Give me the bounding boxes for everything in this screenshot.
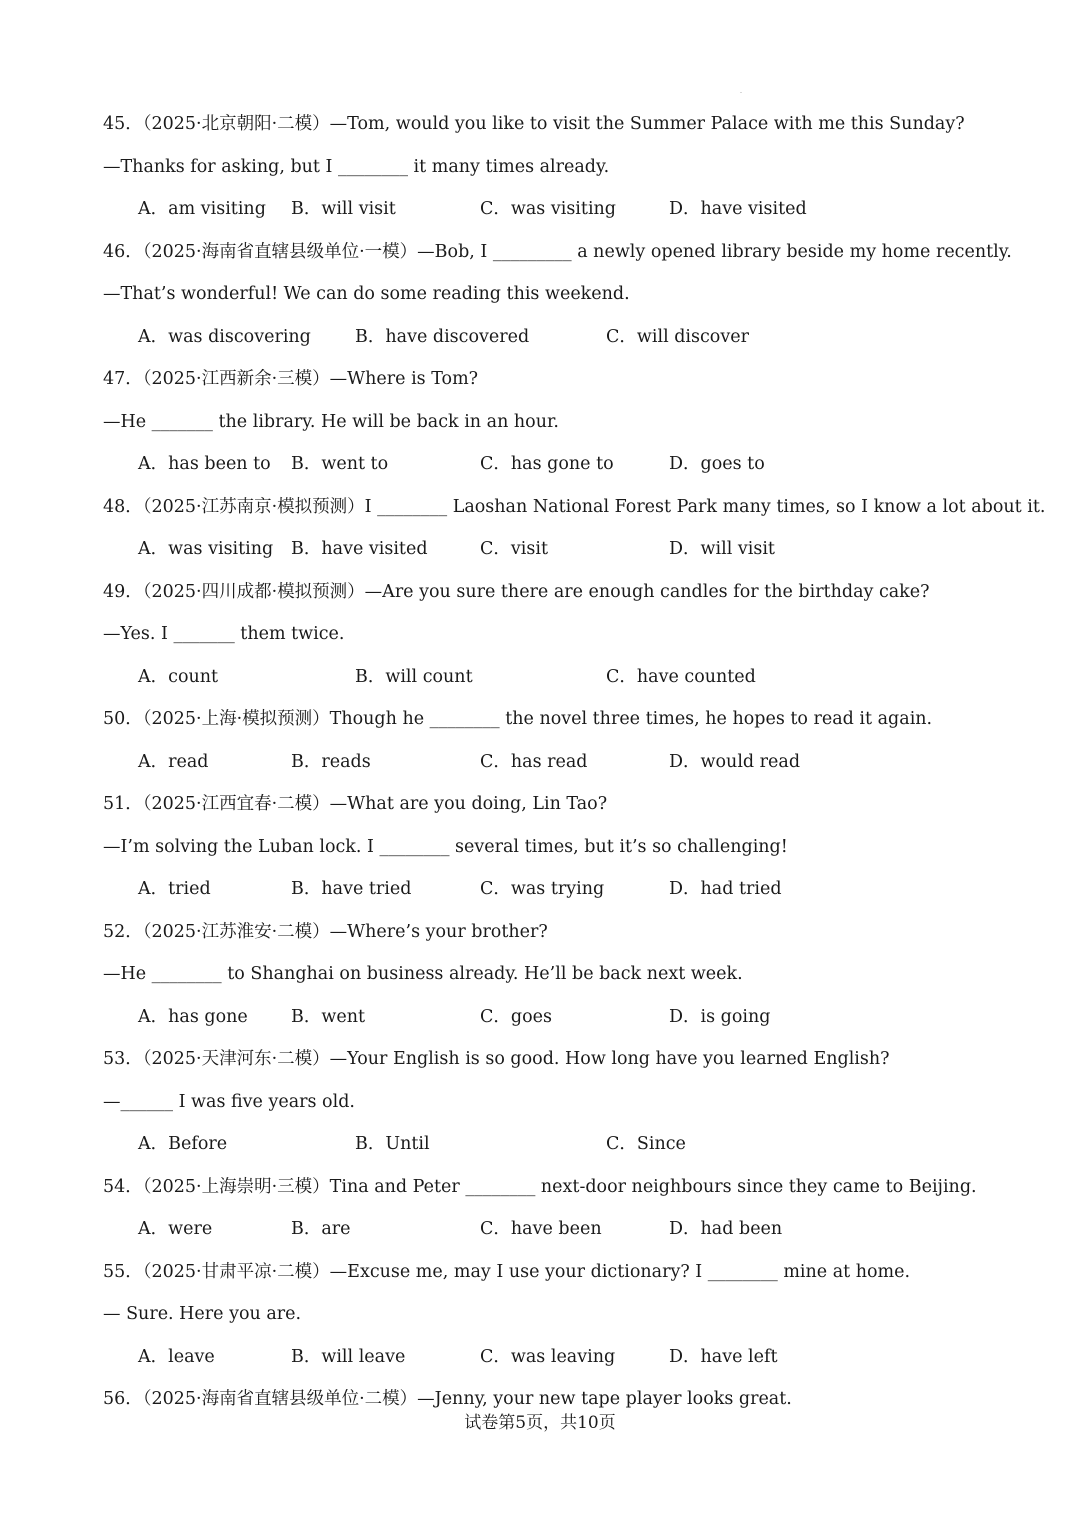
answer-option: B．have tried [291,879,412,899]
question-stem: 46．（2025·海南省直辖县级单位·一模）—Bob, I _________ a newly opened library beside my home recently. [103,241,1012,262]
answer-option: B．will leave [291,1346,406,1367]
question-dialogue-line: —He _______ the library. He will be back in an hour. [103,411,559,432]
answer-option: B．went to [291,454,389,474]
answer-option: D．have visited [669,199,807,219]
answer-option: A．has been to [138,454,271,474]
question-stem: 55．（2025·甘肃平凉·二模）—Excuse me, may I use your dictionary? I ________ mine at home. [103,1261,911,1282]
answer-option: A．leave [138,1346,215,1367]
answer-option: C．Since [606,1134,686,1154]
answer-option: D．had tried [669,879,782,899]
answer-option: C．have been [480,1219,602,1239]
answer-option: A．Before [138,1134,228,1154]
answer-option: C．visit [480,539,548,559]
page-footer: 试卷第5页，共10页 [464,1413,616,1433]
answer-option: B．went [291,1006,365,1027]
answer-option: B．Until [355,1134,430,1154]
answer-option: C．goes [480,1006,552,1027]
answer-option: A．was visiting [138,539,274,559]
answer-option: B．will visit [291,199,396,219]
question-stem: 52．（2025·江苏淮安·二模）—Where’s your brother? [103,921,548,942]
question-stem: 45．（2025·北京朝阳·二模）—Tom, would you like to visit the Summer Palace with me this Sunday? [103,114,965,134]
question-stem: 54．（2025·上海崇明·三模）Tina and Peter ________ next-door neighbours since they came to Beijing. [103,1176,977,1197]
answer-option: B．reads [291,751,371,772]
question-stem: 50．（2025·上海·模拟预测）Though he ________ the novel three times, he hopes to read it again. [103,709,933,729]
answer-option: B．have discovered [355,326,530,347]
answer-option: A．count [138,666,219,687]
answer-option: C．has gone to [480,454,614,474]
question-dialogue-line: — Sure. Here you are. [103,1304,302,1324]
question-stem: 49．（2025·四川成都·模拟预测）—Are you sure there are enough candles for the birthday cake? [103,581,930,602]
answer-option: D．goes to [669,454,765,474]
answer-option: A．was discovering [138,326,311,347]
answer-option: C．will discover [606,326,749,347]
answer-option: A．were [138,1219,213,1239]
answer-option: D．will visit [669,539,775,559]
answer-option: A．tried [138,879,211,899]
question-dialogue-line: —That’s wonderful! We can do some reading this weekend. [103,284,630,304]
answer-option: A．am visiting [138,199,266,219]
answer-option: C．has read [480,751,588,772]
answer-option: A．read [138,751,209,772]
question-dialogue-line: —Yes. I _______ them twice. [103,624,345,644]
answer-option: D．would read [669,751,801,772]
question-dialogue-line: —He ________ to Shanghai on business already. He’ll be back next week. [103,964,743,984]
answer-option: C．was leaving [480,1346,616,1367]
question-dialogue-line: —I’m solving the Luban lock. I ________ several times, but it’s so challenging! [103,836,788,857]
answer-option: C．have counted [606,666,756,687]
question-stem: 51．（2025·江西宜春·二模）—What are you doing, Lin Tao? [103,794,608,814]
question-dialogue-line: —Thanks for asking, but I ________ it many times already. [103,156,610,177]
question-dialogue-line: —______ I was five years old. [103,1091,355,1112]
question-stem: 47．（2025·江西新余·三模）—Where is Tom? [103,369,479,389]
answer-option: B．will count [355,666,473,687]
answer-option: D．had been [669,1219,783,1239]
question-stem: 53．（2025·天津河东·二模）—Your English is so good. How long have you learned English? [103,1049,890,1069]
answer-option: D．is going [669,1006,771,1027]
answer-option: C．was trying [480,879,605,899]
question-stem: 56．（2025·海南省直辖县级单位·二模）—Jenny, your new tape player looks great. [103,1389,792,1409]
question-stem: 48．（2025·江苏南京·模拟预测）I ________ Laoshan National Forest Park many times, so I know a lot about it. [103,496,1046,517]
answer-option: C．was visiting [480,199,617,219]
answer-option: B．are [291,1219,351,1239]
answer-option: D．have left [669,1346,778,1367]
answer-option: B．have visited [291,539,428,559]
answer-option: A．has gone [138,1006,248,1027]
scan-speck [740,92,742,93]
